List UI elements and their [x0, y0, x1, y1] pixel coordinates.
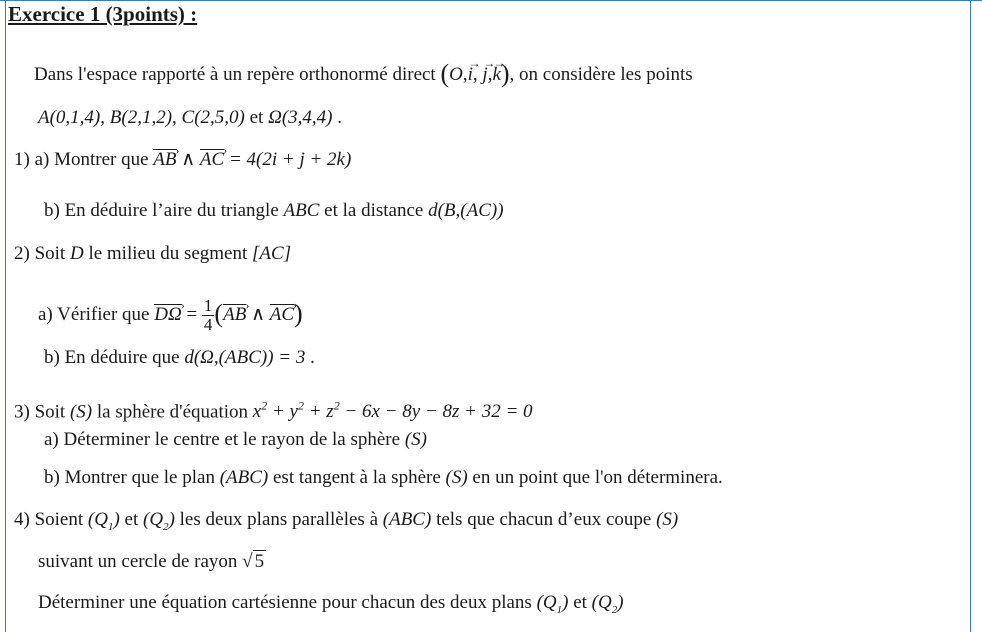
q4-et: et — [124, 509, 139, 530]
q4-plane: (ABC) — [382, 509, 432, 530]
q2a-label: a) Vérifier que — [38, 303, 150, 325]
vector-k: k → — [492, 63, 500, 87]
q2b-line — [44, 346, 315, 370]
frame-origin: O — [449, 64, 463, 85]
q3b-mid: est tangent à la sphère — [273, 467, 441, 488]
q2-intro-label: 2) Soit — [14, 243, 66, 264]
point-C: C(2,5,0) — [181, 107, 245, 128]
equation-tail: − 6x − 8y − 8z + 32 = 0 — [344, 401, 533, 423]
q4-intro-label: 4) Soient — [14, 509, 84, 530]
point-B: B(2,1,2) — [109, 107, 173, 128]
q3b-tail: en un point que l'on déterminera. — [472, 467, 723, 488]
q2-segment: [AC] — [252, 243, 292, 264]
q1b-mid: et la distance — [324, 200, 424, 221]
q2b-end: . — [310, 347, 315, 368]
intro-text: Dans l'espace rapporté à un repère orthonormé direct — [34, 64, 436, 85]
fraction-numerator: 1 — [203, 296, 213, 315]
q3a-label: a) Déterminer le centre et le rayon de la sphère — [44, 429, 401, 450]
fraction-one-quarter — [202, 297, 215, 334]
vector-i: i → — [468, 63, 473, 87]
points-et: et — [249, 107, 264, 128]
q1b-distance: d(B,(AC)) — [428, 200, 504, 221]
q2-intro-mid: le milieu du segment — [88, 243, 248, 264]
q2-intro-line — [14, 242, 291, 266]
plane-Q1-end: $(Q_1)$ — [536, 592, 569, 616]
q3b-line — [44, 466, 723, 490]
points-line: A(0,1,4), B(2,1,2), C(2,5,0) et Ω(3,4,4) . — [38, 107, 342, 128]
top-border — [0, 0, 982, 1]
q4-line3-et: et — [573, 592, 587, 613]
q4-intro-line — [14, 508, 678, 539]
q2a-line: a) Vérifier que DΩ › = $\frac{1}{4}$ (AB › ∧ AC ›) — [38, 297, 303, 334]
q2b-label: b) En déduire que — [44, 347, 180, 368]
points-end: . — [337, 107, 342, 128]
plane-Q1: $(Q_1)$ — [87, 509, 120, 533]
exercise-title: Exercice 1 (3points) : — [8, 2, 198, 26]
point-Omega: Ω(3,4,4) — [268, 107, 333, 128]
q3b-label: b) Montrer que le plan — [44, 467, 215, 488]
q3-intro-line — [14, 394, 533, 424]
q1b-label: b) En déduire l’aire du triangle — [44, 200, 279, 221]
q1a-result: = 4(2i + j + 2k) — [228, 149, 352, 170]
q4-line2 — [38, 550, 266, 574]
plane-Q2-end: $(Q_2)$ — [591, 592, 624, 616]
left-margin-rule — [5, 0, 6, 632]
q4-sphere: (S) — [656, 509, 679, 530]
q1a-line — [14, 148, 351, 172]
q4-line3 — [38, 591, 624, 622]
q3-intro-mid: la sphère d'équation — [96, 401, 249, 423]
q4-mid: les deux plans parallèles à — [179, 509, 379, 530]
q1a-label: 1) a) Montrer que — [14, 149, 149, 170]
point-A: A(0,1,4) — [38, 107, 101, 128]
vector-DOmega: DΩ › — [154, 304, 181, 325]
sqrt-five: √ 5 — [242, 551, 265, 572]
intro-line: Dans l'espace rapporté à un repère orthonormé direct (O,i →, j →,k →), on considère les points — [34, 62, 693, 87]
q2b-expr: d(Ω,(ABC)) = 3 — [184, 347, 306, 368]
q3a-line — [44, 428, 427, 452]
q1b-line — [44, 199, 504, 223]
q2-point-D: D — [69, 243, 84, 264]
q3b-sphere: (S) — [445, 467, 468, 488]
sphere-equation: $x^2 + y^2 + z^2 - 6x - 8y - 8z + 32 = 0$ — [252, 399, 533, 423]
intro-end: , on considère les points — [509, 64, 693, 85]
cross-product: AB › ∧ AC › — [153, 149, 224, 170]
q4-tail: tels que chacun d’eux coupe — [436, 509, 652, 530]
q3-sphere-S: (S) — [69, 401, 93, 423]
right-margin-rule — [970, 0, 971, 632]
fraction-denominator: 4 — [203, 315, 213, 334]
q2a-cross-product: AB › ∧ AC › — [223, 304, 294, 325]
vector-j: j → — [482, 63, 487, 87]
q3b-plane: (ABC) — [219, 467, 269, 488]
q3-intro-label: 3) Soit — [14, 401, 66, 423]
q4-line3-text: Déterminer une équation cartésienne pour chacun des deux plans — [38, 592, 532, 613]
q3a-sphere: (S) — [404, 429, 427, 450]
plane-Q2: $(Q_2)$ — [143, 509, 175, 533]
q4-line2-text: suivant un cercle de rayon — [38, 551, 238, 572]
q1b-triangle: ABC — [283, 200, 320, 221]
